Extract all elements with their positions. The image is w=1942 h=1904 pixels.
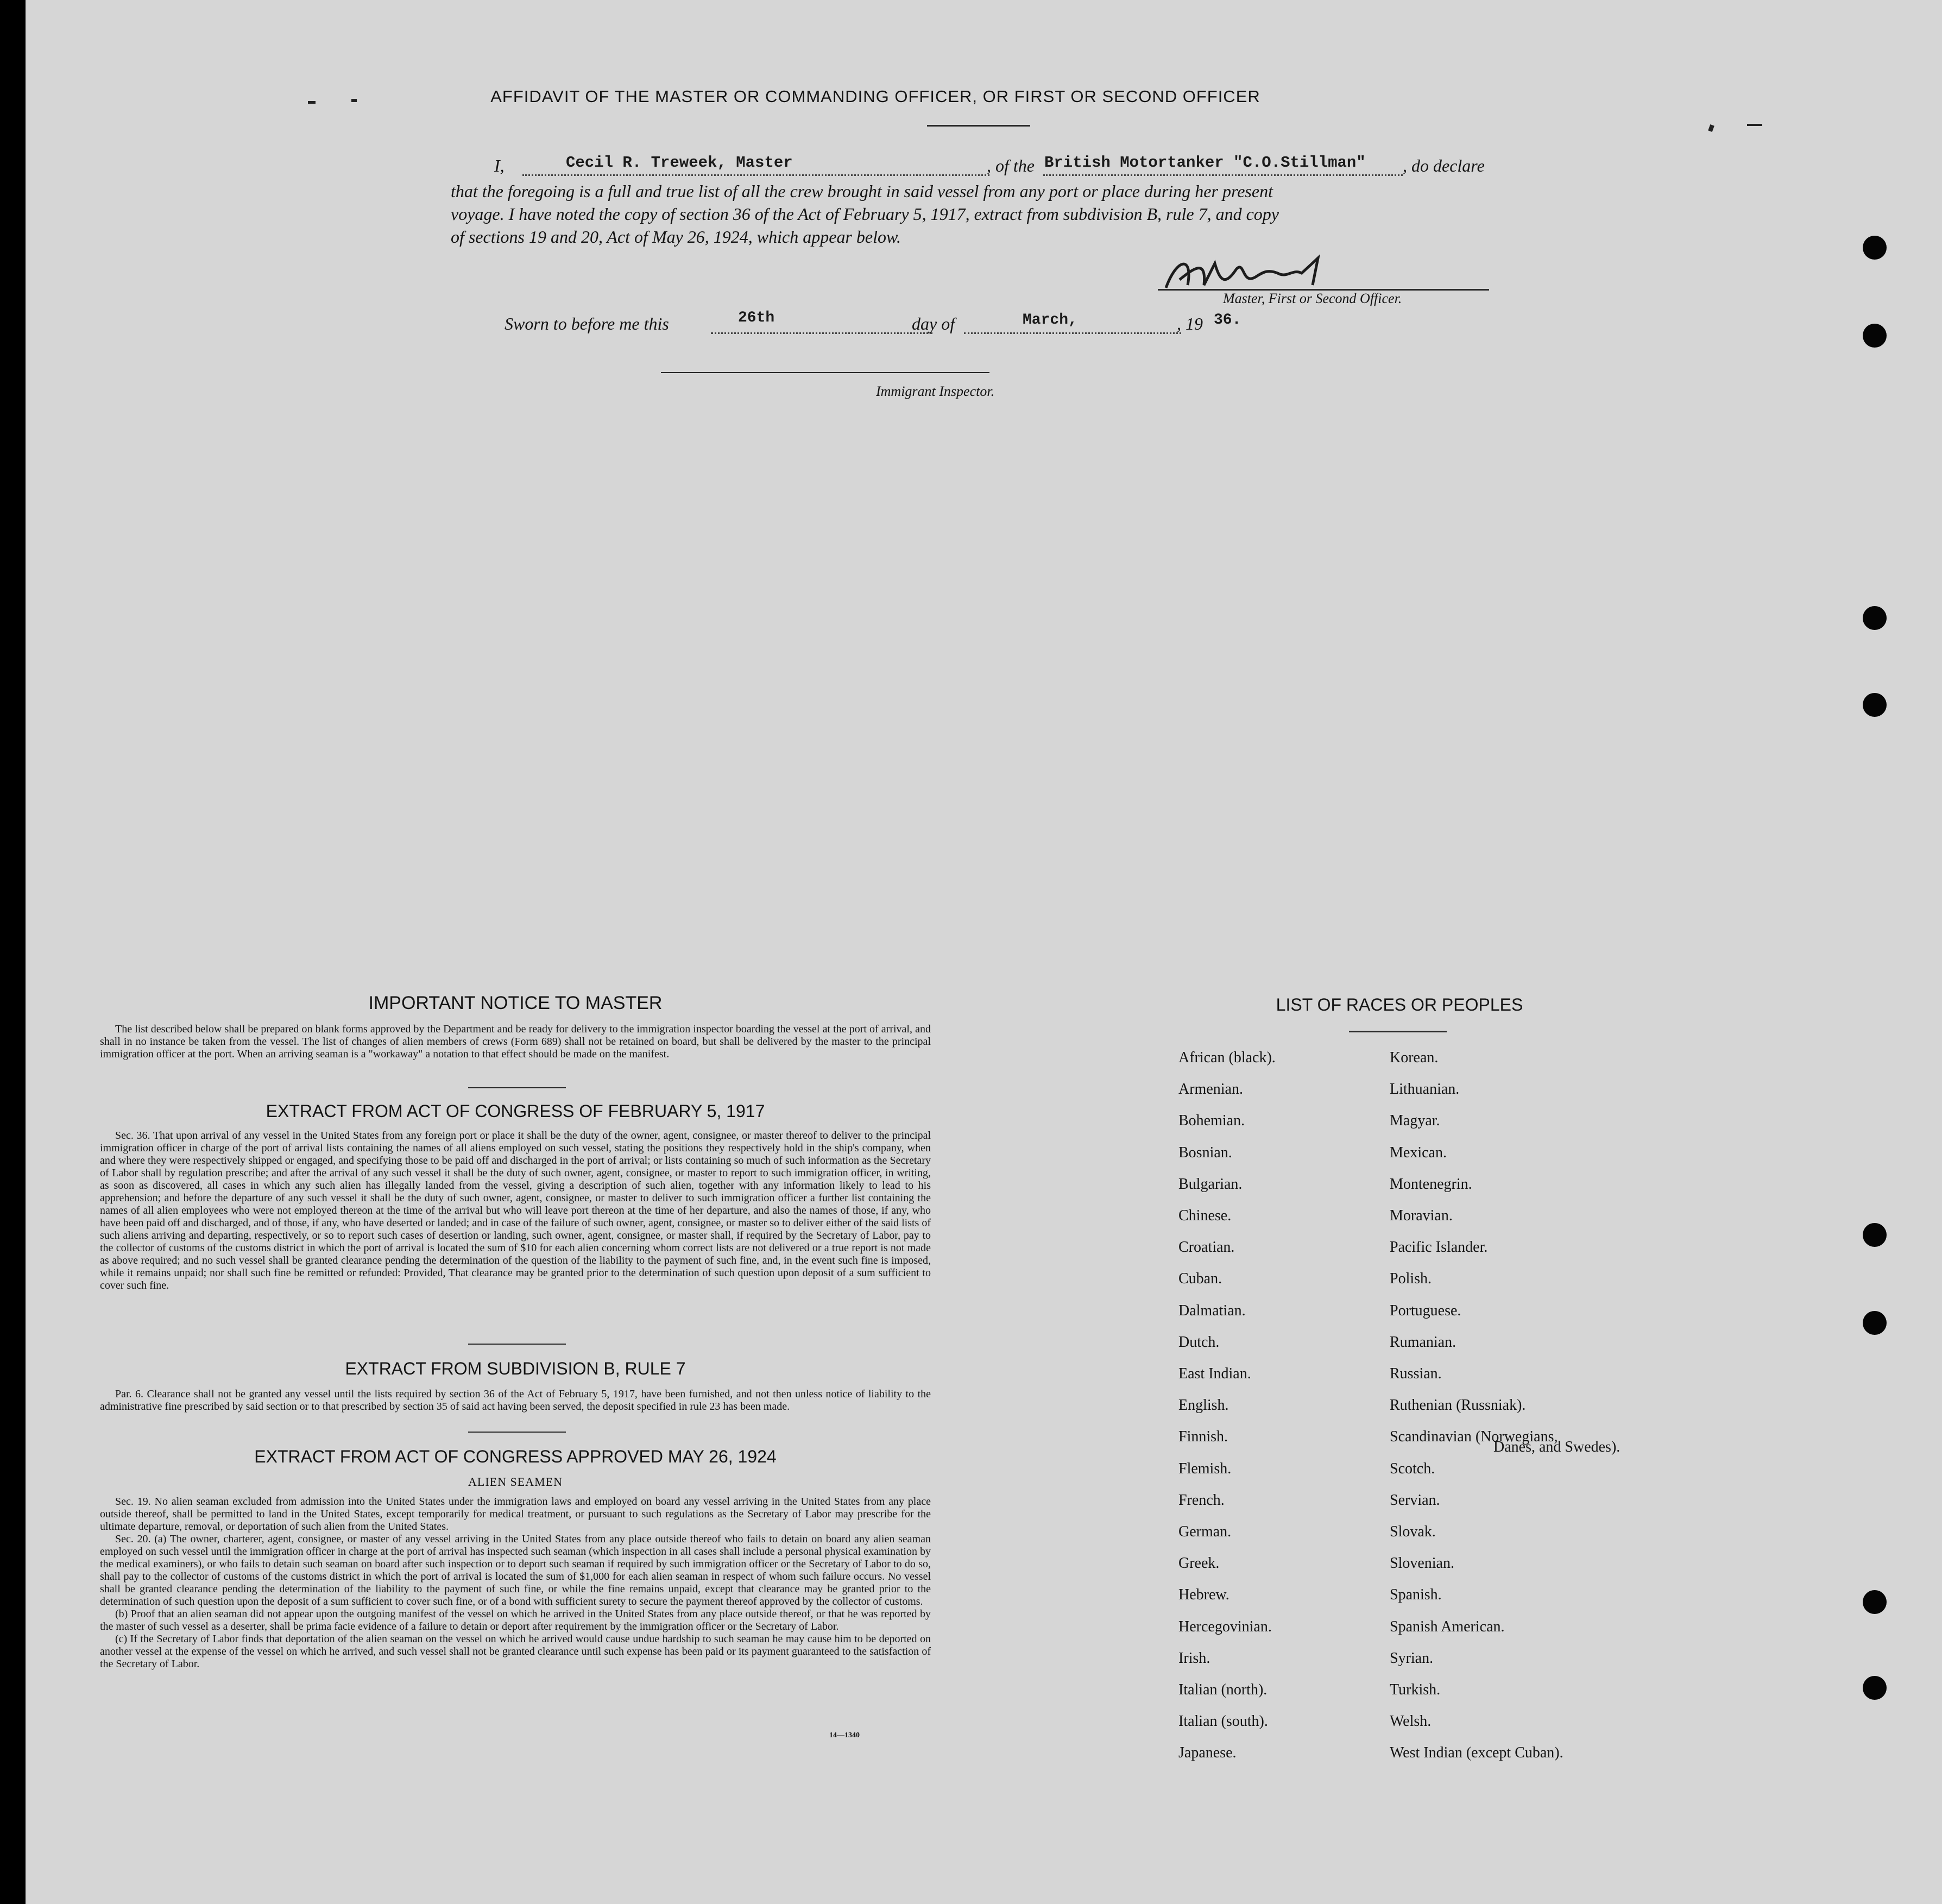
affidavit-body-line-3: of sections 19 and 20, Act of May 26, 1924, which appear below. [451, 227, 901, 247]
race-item: Syrian. [1390, 1650, 1434, 1667]
race-item: Rumanian. [1390, 1334, 1456, 1351]
affidavit-body-line-1: that the foregoing is a full and true list of all the crew brought in said vessel from any port or place during her present [451, 181, 1273, 201]
sworn-day-value: 26th [738, 310, 775, 326]
notice-title: IMPORTANT NOTICE TO MASTER [368, 993, 663, 1013]
extract-1917-divider [468, 1344, 566, 1345]
race-item: Dutch. [1178, 1334, 1220, 1351]
race-item: Mexican. [1390, 1144, 1447, 1161]
race-item: Moravian. [1390, 1207, 1453, 1224]
sworn-day-field-line [711, 332, 932, 334]
race-item: Lithuanian. [1390, 1081, 1460, 1098]
race-item: Pacific Islander. [1390, 1239, 1488, 1256]
sworn-label: Sworn to before me this [505, 314, 669, 333]
title-divider [927, 125, 1030, 127]
race-item: Dalmatian. [1178, 1302, 1246, 1319]
race-item: Montenegrin. [1390, 1176, 1472, 1193]
sec-20c-paragraph: (c) If the Secretary of Labor finds that deportation of the alien seaman on the vessel on which he arrived would cause undue hardship to such seaman he may cause him to be deported on another vessel at the expense of the vessel on which he arrived, and such vessel shall not be granted clearance until such expense has been paid or its payment guaranteed to the satisfaction of the Secretary of Labor. [100, 1633, 931, 1670]
race-item: German. [1178, 1523, 1232, 1540]
race-item: Russian. [1390, 1365, 1442, 1382]
races-title: LIST OF RACES OR PEOPLES [1276, 995, 1523, 1014]
master-name-field-line [522, 174, 989, 176]
race-item: Italian (north). [1178, 1681, 1268, 1698]
race-item: West Indian (except Cuban). [1390, 1744, 1563, 1761]
vessel-name-field-line [1043, 174, 1403, 176]
sec-20b-paragraph: (b) Proof that an alien seaman did not appear upon the outgoing manifest of the vessel on which he arrived in the United States from any place outside thereof, or that he was reported by the master of such vessel as a deserter, shall be prima facie evidence of a failure to detain or deport after requirement by the immigration officer or the Secretary of Labor. [100, 1608, 931, 1632]
race-item: Bosnian. [1178, 1144, 1232, 1161]
race-item: Slovak. [1390, 1523, 1436, 1540]
extract-1924-title: EXTRACT FROM ACT OF CONGRESS APPROVED MAY 26, 1924 [254, 1447, 777, 1466]
punch-hole [1863, 236, 1887, 260]
vessel-name-value: British Motortanker "C.O.Stillman" [1044, 154, 1366, 172]
extract-rule7-title: EXTRACT FROM SUBDIVISION B, RULE 7 [345, 1359, 686, 1378]
race-item: African (black). [1178, 1049, 1276, 1066]
punch-hole [1863, 693, 1887, 717]
scan-mark [1708, 124, 1714, 132]
race-item: Chinese. [1178, 1207, 1232, 1224]
extract-1924-text [100, 1496, 931, 1670]
race-item: Ruthenian (Russniak). [1390, 1397, 1526, 1414]
race-item: Magyar. [1390, 1112, 1440, 1129]
race-item: Irish. [1178, 1650, 1210, 1667]
race-scandinavian-continuation: Danes, and Swedes). [1493, 1439, 1621, 1455]
scan-mark [1747, 124, 1762, 126]
extract-1917-text: Sec. 36. That upon arrival of any vessel in the United States from any foreign port or place it shall be the duty of the owner, agent, consignee, or master thereof to deliver to the principal immigration officer in charge of the port of arrival lists containing the names of all aliens employed on such vessel, stating the positions they respectively hold in the ship's company, when and where they were respectively shipped or engaged, and specifying those to be paid off and discharged in the port of arrival; or lists containing so much of such information as the Secretary of Labor shall by regulation prescribe; and after the arrival of any such vessel it shall be the duty of such owner, agent, consignee, or master to report to such immigration officer, in writing, as soon as discovered, all cases in which any such alien has illegally landed from the vessel, giving a description of such alien, together with any information likely to lead to his apprehension; and before the departure of any such vessel it shall be the duty of such owner, agent, consignee, or master to deliver to such immigration officer a further list containing the names of all alien employees who were not employed thereon at the time of the arrival but who will leave port thereon at the time of her departure, and also the names of those, if any, who have been paid off and discharged, and of those, if any, who have deserted or landed; and in case of the failure of such owner, agent, consignee, or master so to deliver either of the said lists of such aliens arriving and departing, respectively, or so to report such cases of desertion or landing, such owner, agent, consignee, or master shall, if required by the Secretary of Labor, pay to the collector of customs of the customs district in which the port of arrival is located the sum of $10 for each alien concerning whom correct lists are not delivered or a true report is not made as above required; and no such vessel shall be granted clearance pending the determination of the question of the liability to the payment of such fine, and, in the event such fine is imposed, while it remains unpaid; nor shall such fine be remitted or refunded: Provided, That clearance may be granted prior to the determination of such question upon deposit of a sum sufficient to cover such fine. [100, 1130, 931, 1291]
race-item: Greek. [1178, 1555, 1220, 1572]
race-item: Welsh. [1390, 1713, 1432, 1730]
extract-1924-subtitle: ALIEN SEAMEN [468, 1475, 563, 1489]
scan-mark [351, 99, 357, 102]
punch-hole [1863, 1311, 1887, 1335]
race-item: Hebrew. [1178, 1586, 1229, 1603]
year-suffix: 36. [1214, 312, 1241, 329]
punch-hole [1863, 324, 1887, 348]
affidavit-body-line-2: voyage. I have noted the copy of section 36 of the Act of February 5, 1917, extract from subdivision B, rule 7, and copy [451, 204, 1279, 224]
scanned-sheet [26, 0, 1942, 1904]
punch-hole [1863, 606, 1887, 630]
do-declare-label: , do declare [1403, 156, 1485, 175]
punch-hole [1863, 1676, 1887, 1700]
race-item: Turkish. [1390, 1681, 1441, 1698]
form-number: 14—1340 [829, 1731, 860, 1739]
sworn-month-value: March, [1023, 312, 1077, 329]
affidavit-declaration-line [26, 156, 1942, 178]
race-item: Japanese. [1178, 1744, 1237, 1761]
race-item: English. [1178, 1397, 1229, 1414]
of-the-label: , of the [987, 156, 1035, 175]
extract-rule7-divider [468, 1432, 566, 1433]
day-of-label: day of [912, 314, 955, 333]
notice-divider [468, 1087, 566, 1088]
race-item: Armenian. [1178, 1081, 1243, 1098]
sworn-month-field-line [964, 332, 1181, 334]
signature-caption: Master, First or Second Officer. [1223, 291, 1402, 306]
race-item: Spanish. [1390, 1586, 1442, 1603]
punch-hole [1863, 1590, 1887, 1614]
affidavit-title: AFFIDAVIT OF THE MASTER OR COMMANDING OFFICER, OR FIRST OR SECOND OFFICER [490, 87, 1260, 106]
race-item: Bulgarian. [1178, 1176, 1243, 1193]
year-prefix: , 19 [1177, 314, 1203, 333]
race-item: Italian (south). [1178, 1713, 1268, 1730]
race-item: Korean. [1390, 1049, 1439, 1066]
master-name-value: Cecil R. Treweek, Master [566, 154, 793, 172]
sworn-line [26, 310, 1942, 336]
races-divider [1349, 1031, 1447, 1032]
race-item: Hercegovinian. [1178, 1618, 1272, 1635]
race-item: French. [1178, 1492, 1225, 1509]
sec-19-paragraph: Sec. 19. No alien seaman excluded from admission into the United States under the immigration laws and employed on board any vessel arriving in the United States from any place outside thereof, shall be permitted to land in the United States, except temporarily for medical treatment, or pursuant to such regulations as the Secretary of Labor may prescribe for the ultimate departure, removal, or deportation of such alien from the United States. [100, 1496, 931, 1533]
extract-1917-title: EXTRACT FROM ACT OF CONGRESS OF FEBRUARY 5, 1917 [266, 1101, 765, 1121]
race-item: Cuban. [1178, 1270, 1222, 1287]
race-item: Slovenian. [1390, 1555, 1454, 1572]
punch-hole [1863, 1223, 1887, 1247]
race-item: Flemish. [1178, 1460, 1232, 1477]
race-item: Croatian. [1178, 1239, 1235, 1256]
race-item: Scotch. [1390, 1460, 1435, 1477]
race-item: Polish. [1390, 1270, 1432, 1287]
race-item: Portuguese. [1390, 1302, 1461, 1319]
i-label: I, [494, 156, 505, 175]
notice-text: The list described below shall be prepared on blank forms approved by the Department and be ready for delivery to the immigration inspector boarding the vessel at the port of arrival, and shall in no instance be taken from the vessel. The list of changes of alien members of crews (Form 689) shall not be retained on board, but shall be delivered by the master to the principal immigration officer at the port. When an arriving seaman is a "workaway" a notation to that effect should be made on the manifest. [100, 1023, 931, 1060]
inspector-caption: Immigrant Inspector. [876, 383, 995, 399]
race-item: Finnish. [1178, 1428, 1228, 1445]
scan-mark [308, 101, 316, 104]
inspector-signature-line [661, 372, 989, 373]
race-item: East Indian. [1178, 1365, 1251, 1382]
race-item: Servian. [1390, 1492, 1440, 1509]
race-item: Spanish American. [1390, 1618, 1505, 1635]
race-item: Bohemian. [1178, 1112, 1245, 1129]
extract-rule7-text: Par. 6. Clearance shall not be granted any vessel until the lists required by section 36 of the Act of February 5, 1917, have been furnished, and not then unless notice of liability to the administrative fine prescribed by said section or to that prescribed by section 35 of said act having been served, the deposit specified in rule 23 has been made. [100, 1388, 931, 1413]
sec-20a-paragraph: Sec. 20. (a) The owner, charterer, agent, consignee, or master of any vessel arriving in the United States from any place outside thereof who fails to detain on board any alien seaman employed on such vessel until the immigration officer in charge at the port of arrival has inspected such seaman (which inspection in all cases shall include a personal physical examination by the medical examiners), or who fails to detain such seaman on board after such inspection or to deport such seaman if required by such immigration officer or the Secretary of Labor to do so, shall pay to the collector of customs of the customs district in which the port of arrival is located the sum of $1,000 for each alien seaman in respect of whom such failure occurs. No vessel shall be granted clearance pending the determination of the liability to the payment of such fine, or while the fine remains unpaid, except that clearance may be granted prior to the determination of such question upon the deposit of a sum sufficient to cover such fine, or of a bond with sufficient surety to secure the payment thereof approved by the collector of customs. [100, 1533, 931, 1607]
race-item: Scandinavian (Norwegians, [1390, 1428, 1558, 1445]
